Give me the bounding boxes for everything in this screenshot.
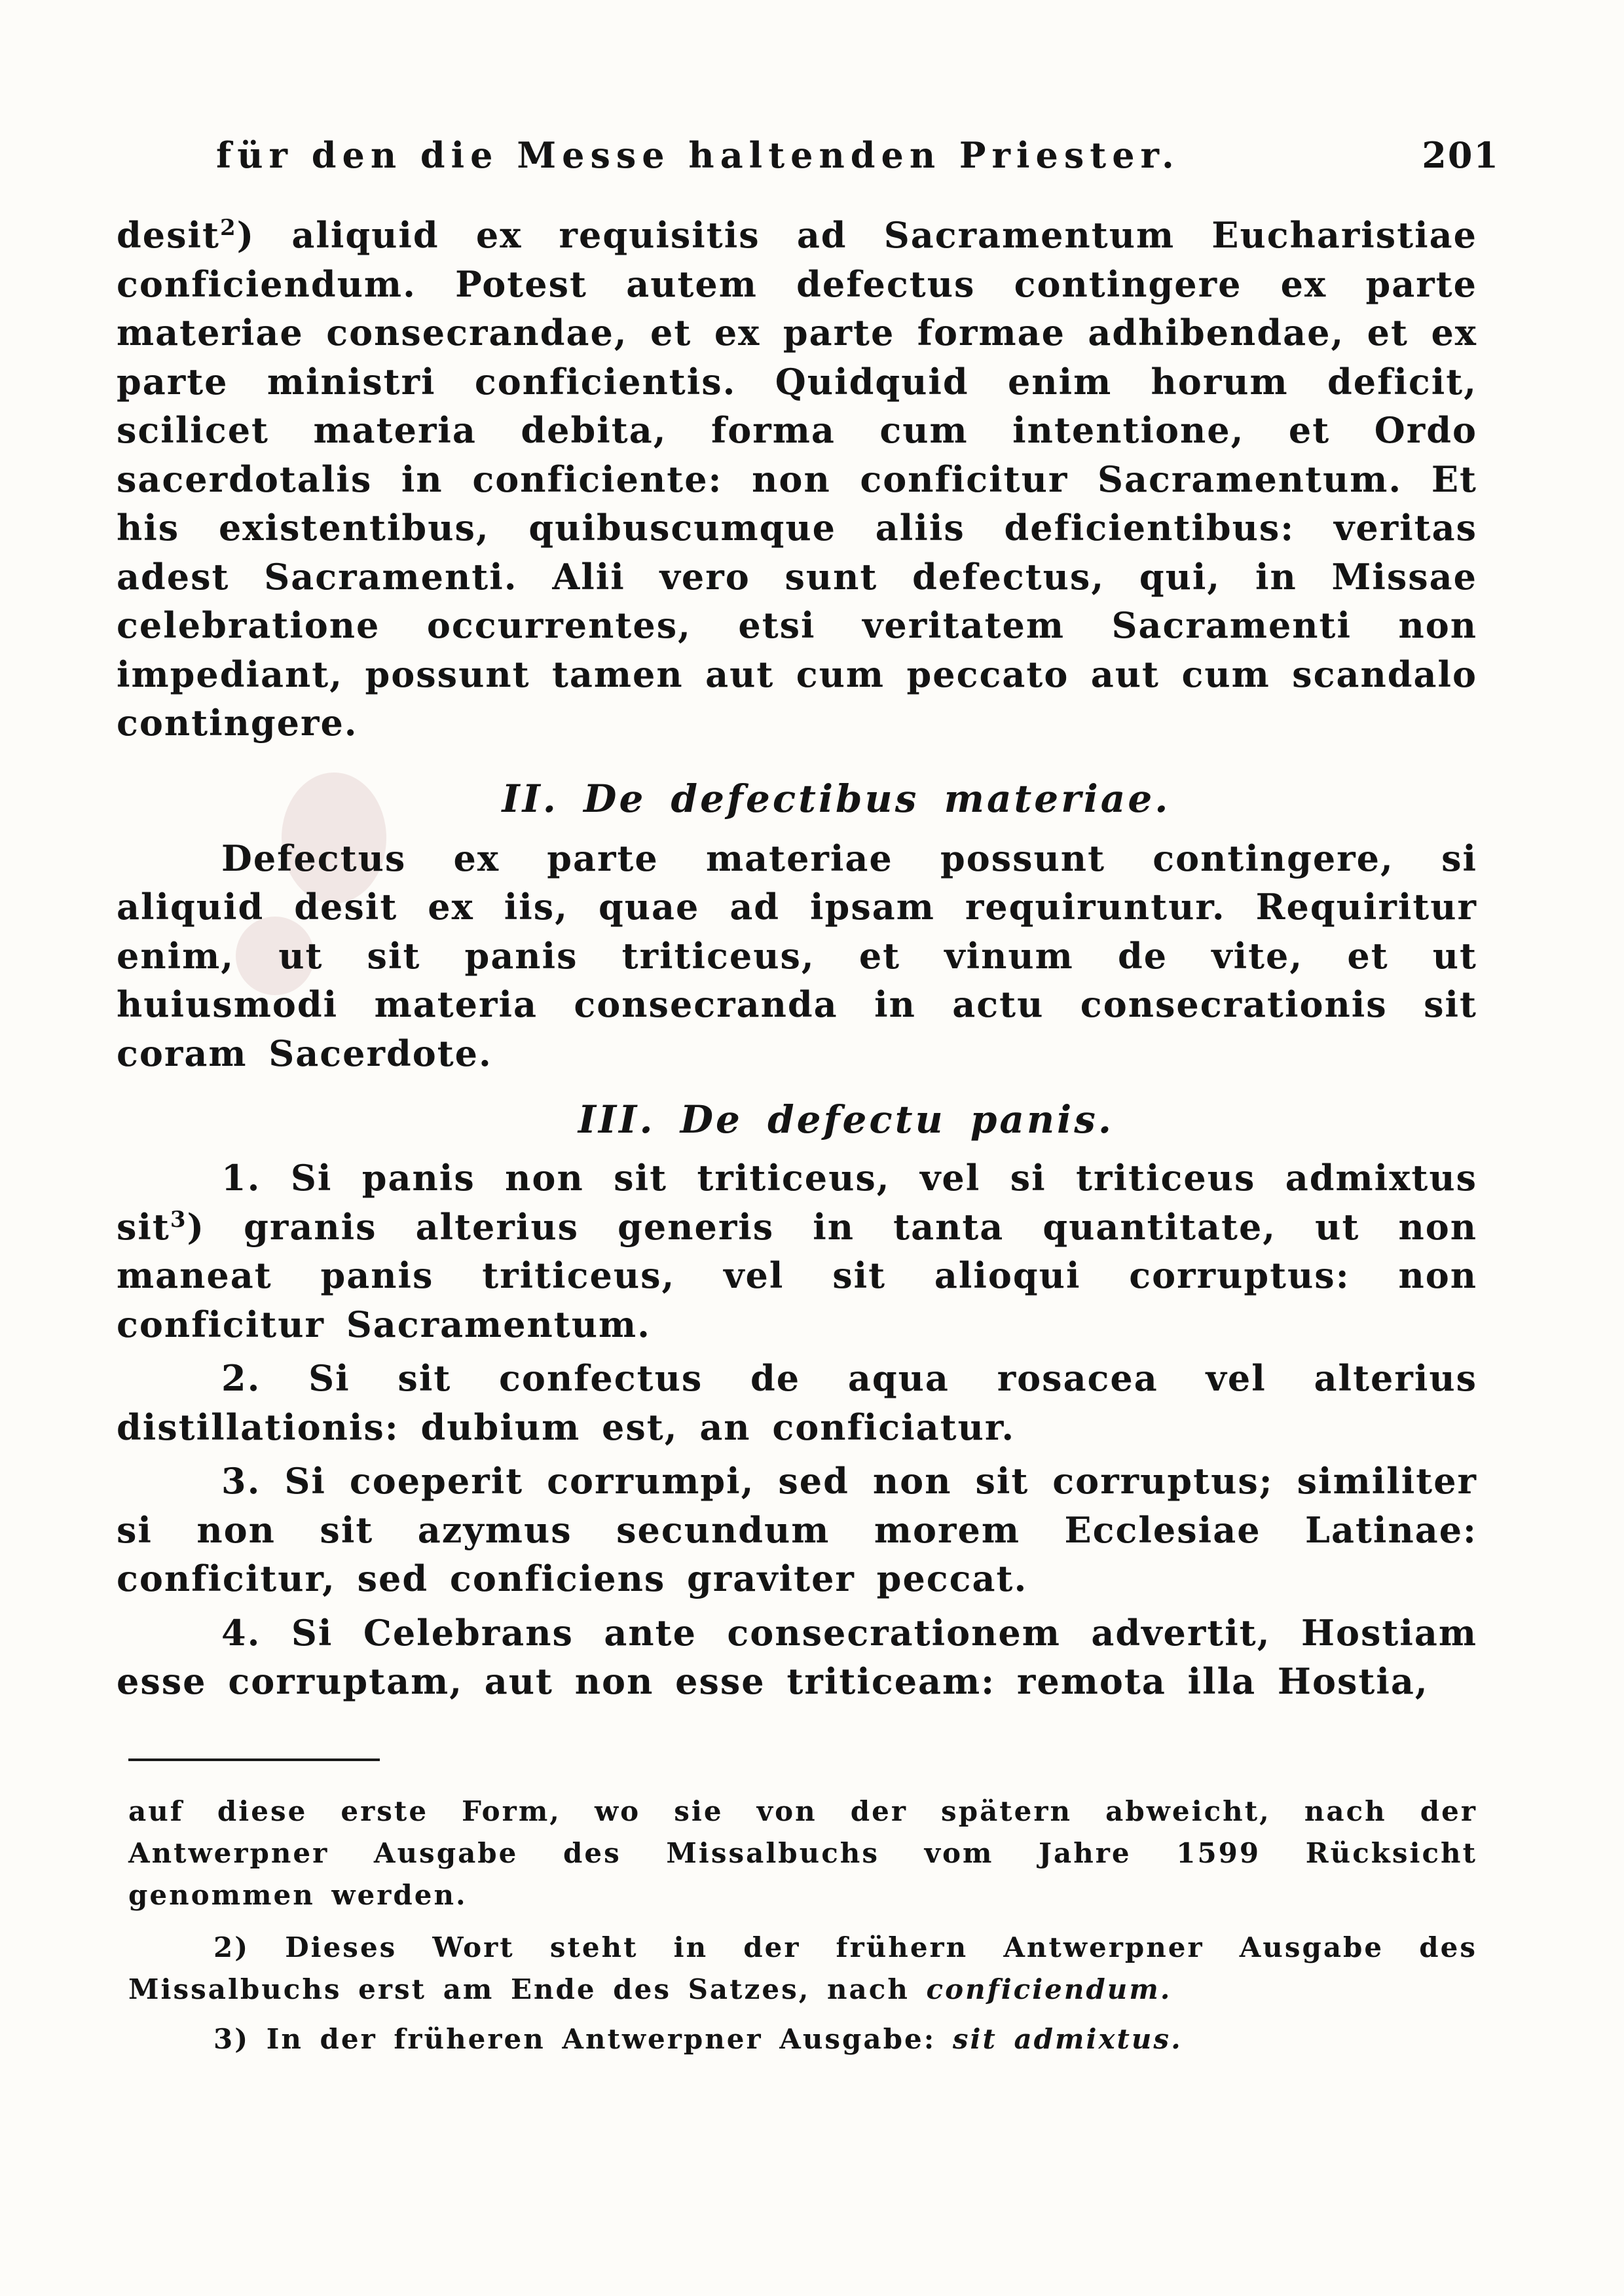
footnote-ref-2: 2	[219, 215, 237, 241]
list-item-3: 3. Si coeperit corrumpi, sed non sit corruptus; similiter si non sit azymus secundum morem Ecclesiae Latinae: conficitur, sed conficiens graviter peccat.	[117, 1460, 1477, 1599]
footnote-text: 3) In der früheren Antwerpner Ausgabe:	[213, 2023, 936, 2055]
list-item-4: 4. Si Celebrans ante consecrationem advertit, Hostiam esse corruptam, aut non esse triticeam: remota illa Hostia,	[117, 1611, 1477, 1702]
footnote-2	[128, 1927, 1477, 2011]
section-heading-panis: III. De defectu panis.	[578, 1097, 1115, 1142]
footnotes	[128, 1791, 1477, 2068]
paragraph-materiae: Defectus ex parte materiae possunt contingere, si aliquid desit ex iis, quae ad ipsam requiruntur. Requiritur enim, ut sit panis triticeus, et vinum de vite, et ut huiusmodi materia consecranda in actu consecrationis sit coram Sacerdote.	[117, 837, 1477, 1074]
footnote-italic-term: conficiendum.	[926, 1973, 1172, 2005]
list-item-2: 2. Si sit confectus de aqua rosacea vel alterius distillationis: dubium est, an conficiatur.	[117, 1357, 1477, 1448]
running-head-title: für den die Messe haltenden Priester.	[216, 134, 1180, 176]
body-text	[117, 211, 1477, 1706]
section-heading-materiae: II. De defectibus materiae.	[502, 776, 1171, 821]
footnote-continued: auf diese erste Form, wo sie von der spätern abweicht, nach der Antwerpner Ausgabe des Missalbuchs vom Jahre 1599 Rücksicht genommen werden.	[128, 1795, 1477, 1911]
paragraph-text: ) aliquid ex requisitis ad Sacramentum Eucharistiae conficiendum. Potest autem defectus contingere ex parte materiae consecrandae, et ex parte formae adhibendae, et ex parte ministri conficientis. Quidquid enim horum deficit, scilicet materia debita, forma cum intentione, et Ordo sacerdotalis in conficiente: non conficitur Sacramentum. Et his existentibus, quibuscumque aliis deficientibus: veritas adest Sacramenti. Alii vero sunt defectus, qui, in Missae celebratione occurrentes, etsi veritatem Sacramenti non impediant, possunt tamen aut cum peccato aut cum scandalo contingere.	[117, 214, 1477, 744]
footnote-text: 2) Dieses Wort steht in der frühern Antwerpner Ausgabe des Missalbuchs erst am Ende des Satzes, nach	[128, 1931, 1477, 2005]
footnote-3	[128, 2018, 1477, 2060]
running-head	[216, 134, 1500, 187]
paragraph-text: desit	[117, 214, 220, 256]
paragraph-defects-intro	[117, 211, 1477, 748]
footnote-ref-3: 3	[170, 1206, 187, 1233]
list-item-text: ) granis alterius generis in tanta quantitate, ut non maneat panis triticeus, vel sit alioqui corruptus: non conficitur Sacramentum.	[117, 1205, 1477, 1345]
page-number: 201	[1422, 134, 1500, 176]
footnote-italic-term: sit admixtus.	[952, 2023, 1183, 2055]
list-item-1	[117, 1154, 1477, 1349]
list-item-text: 1. Si panis non sit triticeus, vel si triticeus admixtus sit	[117, 1157, 1477, 1248]
footnote-separator	[128, 1758, 380, 1761]
